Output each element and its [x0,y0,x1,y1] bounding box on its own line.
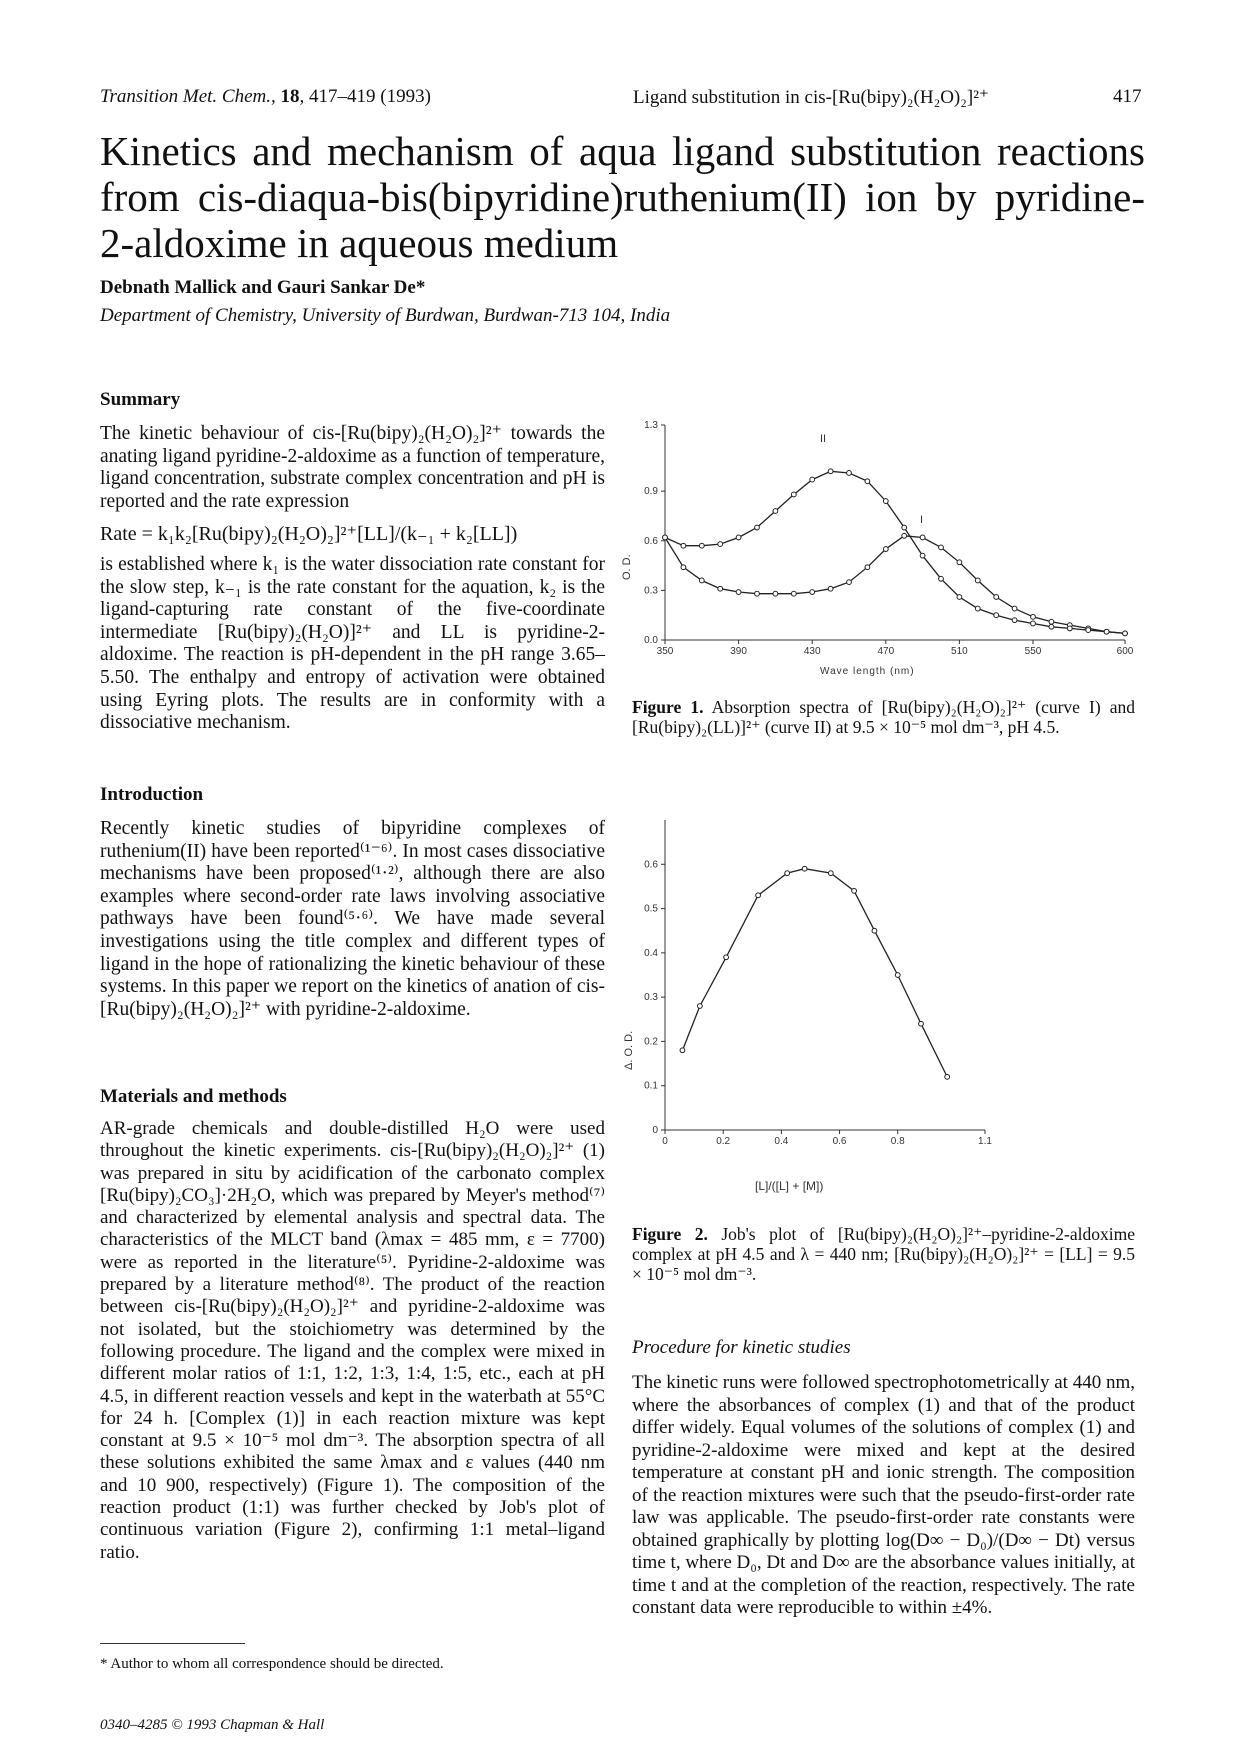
authors: Debnath Mallick and Gauri Sankar De* [100,277,426,298]
article-title: Kinetics and mechanism of aqua ligand substitution reactions from cis-diaqua-bis(bipyridine)ruthenium(II) ion by pyridine-2-aldoxime in aqueous medium [100,128,1145,266]
figure-1-plot-area [644,420,1134,657]
fig2-data-point [724,955,729,960]
figure-1-caption [632,697,1135,737]
fig1-data-point [957,595,962,600]
copyright-line: 0340–4285 © 1993 Chapman & Hall [100,1717,325,1733]
fig2-x-tick-label: 0.2 [716,1136,731,1147]
page-number: 417 [1113,86,1142,107]
fig1-data-point [755,525,760,530]
figure-1-caption-label: Figure 1. [632,697,704,717]
fig2-data-point [785,871,790,876]
fig2-data-point [945,1074,950,1079]
fig1-y-tick-label: 0.0 [644,635,658,646]
summary-paragraph-1: The kinetic behaviour of cis-[Ru(bipy)₂(H₂O)₂]²⁺ towards the anating ligand pyridine-2-aldoxime as a function of temperature, ligand concentration, substrate complex concentration and pH is reported and the rate expression [100,423,605,512]
fig1-y-tick-label: 0.9 [644,486,658,498]
fig1-y-tick-label: 1.3 [644,420,658,431]
fig1-data-point [773,591,778,596]
fig2-data-point [756,893,761,898]
figure-2-caption-text: Job's plot of [Ru(bipy)₂(H₂O)₂]²⁺–pyridine-2-aldoxime complex at pH 4.5 and λ = 440 nm; [Ru(bipy)₂(H₂O)₂]²⁺ = [LL] = 9.5 × 10⁻⁵ mol dm⁻³. [632,1224,1136,1284]
fig1-data-point [920,535,925,540]
fig1-x-tick-label: 470 [877,646,895,657]
fig2-x-tick-label: 0.6 [832,1136,847,1147]
fig1-data-point [681,565,686,570]
fig1-data-point [736,535,741,540]
fig1-data-point [957,560,962,565]
fig2-y-tick-label: 0.3 [644,992,658,1004]
fig1-y-tick-label: 0.3 [644,585,658,597]
figure-2-caption-label: Figure 2. [632,1224,708,1244]
fig2-series-line-Job's plot [683,869,948,1077]
fig1-x-tick-label: 390 [730,646,747,657]
fig1-data-point [902,525,907,530]
fig1-x-tick-label: 510 [951,646,968,657]
fig1-data-point [1123,631,1128,636]
fig1-data-point [994,613,999,618]
fig1-data-point [1012,606,1017,611]
fig2-data-point [680,1048,685,1053]
fig1-data-point [1012,618,1017,623]
fig1-data-point [1104,629,1109,634]
fig2-data-point [828,871,833,876]
fig1-data-point [773,509,778,514]
figure-1-curve-II-label: II [820,433,827,445]
fig1-data-point [828,586,833,591]
fig1-series-line-II [665,471,1125,633]
figure-1-caption-text: Absorption spectra of [Ru(bipy)₂(H₂O)₂]²⁺ (curve I) and [Ru(bipy)₂(LL)]²⁺ (curve II) at 9.5 × 10⁻⁵ mol dm⁻³, pH 4.5. [632,697,1135,737]
running-title: Ligand substitution in cis-[Ru(bipy)₂(H₂O)₂]²⁺ [633,87,989,108]
fig2-data-point [872,928,877,933]
fig2-y-tick-label: 0.1 [644,1080,658,1092]
fig1-data-point [663,535,668,540]
figure-1-y-label: O. D. [621,554,633,580]
fig1-data-point [1086,628,1091,633]
journal-name: Transition Met. Chem. [100,86,272,107]
fig1-series-line-I [665,536,1125,634]
fig1-x-tick-label: 600 [1116,646,1134,657]
summary-paragraph-2: is established where k₁ is the water dissociation rate constant for the slow step, k₋₁ is the rate constant for the aquation, k₂ is the ligand-capturing rate constant of the five-coordinate intermediate [Ru(bipy)₂(H₂O)]²⁺ and LL is pyridine-2-aldoxime. The reaction is pH-dependent in the pH range 3.65–5.50. The enthalpy and entropy of activation were obtained using Eyring plots. The results are in conformity with a dissociative mechanism. [100,553,605,734]
figure-1-curve-I-label: I [920,514,924,526]
materials-heading: Materials and methods [100,1086,287,1107]
fig1-data-point [865,565,870,570]
fig2-y-tick-label: 0.5 [644,903,658,915]
fig2-data-point [919,1021,924,1026]
figure-2-x-label: [L]/([L] + [M]) [755,1179,824,1193]
rate-equation: Rate = k₁k₂[Ru(bipy)₂(H₂O)₂]²⁺[LL]/(k₋₁ + k₂[LL]) [100,523,518,546]
fig1-data-point [810,590,815,595]
introduction-heading: Introduction [100,784,204,805]
fig1-data-point [883,499,888,504]
fig2-y-tick-label: 0.2 [644,1036,658,1048]
fig1-data-point [883,547,888,552]
fig2-y-tick-label: 0.4 [644,947,658,959]
fig1-data-point [1031,621,1036,626]
affiliation: Department of Chemistry, University of Burdwan, Burdwan-713 104, India [100,305,671,326]
fig1-data-point [699,578,704,583]
fig1-data-point [939,576,944,581]
fig1-data-point [975,578,980,583]
materials-text: AR-grade chemicals and double-distilled H₂O were used throughout the kinetic experiments. cis-[Ru(bipy)₂(H₂O)₂]²⁺ (1) was prepared in situ by acidification of the carbonato complex [Ru(bipy)₂CO₃]·2H₂O, which was prepared by Meyer's method⁽⁷⁾ and characterized by elemental analysis and spectral data. The characteristics of the MLCT band (λmax = 485 mm, ε = 7700) were as reported in the literature⁽⁵⁾. Pyridine-2-aldoxime was prepared by a literature method⁽⁸⁾. The product of the reaction between cis-[Ru(bipy)₂(H₂O)₂]²⁺ and pyridine-2-aldoxime was not isolated, but the stoichiometry was determined by the following procedure. The ligand and the complex were mixed in different molar ratios of 1:1, 1:2, 1:3, 1:4, 1:5, etc., each at pH 4.5, in different reaction vessels and kept in the waterbath at 55°C for 24 h. [Complex (1)] in each reaction mixture was kept constant at 9.5 × 10⁻⁵ mol dm⁻³. The absorption spectra of all these solutions exhibited the same λmax and ε values (440 nm and 10 900, respectively) (Figure 1). The composition of the reaction product (1:1) was further checked by Job's plot of continuous variation (Figure 2), confirming 1:1 metal–ligand ratio. [100,1118,605,1563]
fig2-data-point [698,1004,703,1009]
summary-heading: Summary [100,389,181,410]
fig1-data-point [939,545,944,550]
figure-2-caption [632,1224,1135,1284]
fig1-data-point [736,590,741,595]
figure-2-chart [620,800,1000,1215]
summary-section [100,423,605,735]
fig2-x-tick-label: 0 [662,1136,668,1147]
fig1-data-point [828,469,833,474]
fig2-data-point [802,866,807,871]
volume: 18 [280,86,300,107]
pages-year: , 417–419 (1993) [299,86,431,107]
introduction-text: Recently kinetic studies of bipyridine complexes of ruthenium(II) have been reported⁽¹⁻⁶⁾. In most cases dissociative mechanisms have been proposed⁽¹·²⁾, although there are also examples where second-order rate laws involving associative pathways have been found⁽⁵·⁶⁾. We have made several investigations using the title complex and different types of ligand in the hope of rationalizing the kinetic behaviour of these systems. In this paper we report on the kinetics of anation of cis-[Ru(bipy)₂(H₂O)₂]²⁺ with pyridine-2-aldoxime. [100,818,605,1020]
fig1-data-point [791,492,796,497]
figure-2-y-label: Δ. O. D. [623,1030,635,1070]
fig1-data-point [994,595,999,600]
fig2-data-point [852,888,857,893]
procedure-text: The kinetic runs were followed spectrophotometrically at 440 nm, where the absorbances of complex (1) and that of the product differ widely. Equal volumes of the solutions of complex (1) and pyridine-2-aldoxime were mixed and kept at the desired temperature at constant pH and ionic strength. The composition of the reaction mixtures were such that the pseudo-first-order rate law was applicable. The pseudo-first-order rate constants were obtained graphically by plotting log(D∞ − D₀)/(D∞ − Dt) versus time t, where D₀, Dt and D∞ are the absorbance values initially, at time t and at the completion of the reaction, respectively. The rate constant data were reproducible to within ±4%. [632,1372,1135,1618]
fig1-data-point [1049,624,1054,629]
fig1-data-point [975,606,980,611]
fig1-data-point [865,479,870,484]
fig1-x-tick-label: 550 [1024,646,1042,657]
fig1-data-point [755,591,760,596]
fig1-data-point [920,553,925,558]
fig2-x-tick-label: 1.1 [978,1136,992,1147]
figure-1-x-label: Wave length (nm) [820,666,915,677]
footnote-rule [100,1643,245,1644]
fig2-x-tick-label: 0.4 [774,1136,789,1147]
fig1-data-point [681,543,686,548]
running-header-left: Transition Met. Chem., 18, 417–419 (1993) [100,86,431,107]
fig1-data-point [902,533,907,538]
fig1-data-point [718,586,723,591]
fig1-x-tick-label: 350 [656,646,674,657]
fig1-data-point [791,591,796,596]
fig1-data-point [1049,619,1054,624]
fig1-data-point [810,477,815,482]
fig1-x-tick-label: 430 [803,646,821,657]
fig2-y-tick-label: 0.6 [644,859,658,871]
fig1-data-point [699,543,704,548]
fig1-data-point [1031,614,1036,619]
fig1-y-tick-label: 0.6 [644,535,658,547]
figure-1-chart [620,400,1140,690]
fig2-x-tick-label: 0.8 [890,1136,905,1147]
fig2-data-point [895,973,900,978]
fig2-y-tick-label: 0 [652,1125,658,1136]
footnote: * Author to whom all correspondence should be directed. [100,1656,444,1672]
fig1-data-point [1067,626,1072,631]
fig1-data-point [847,471,852,476]
fig1-data-point [847,580,852,585]
figure-2-plot-area [644,820,992,1147]
procedure-heading: Procedure for kinetic studies [632,1337,851,1358]
fig1-data-point [718,542,723,547]
